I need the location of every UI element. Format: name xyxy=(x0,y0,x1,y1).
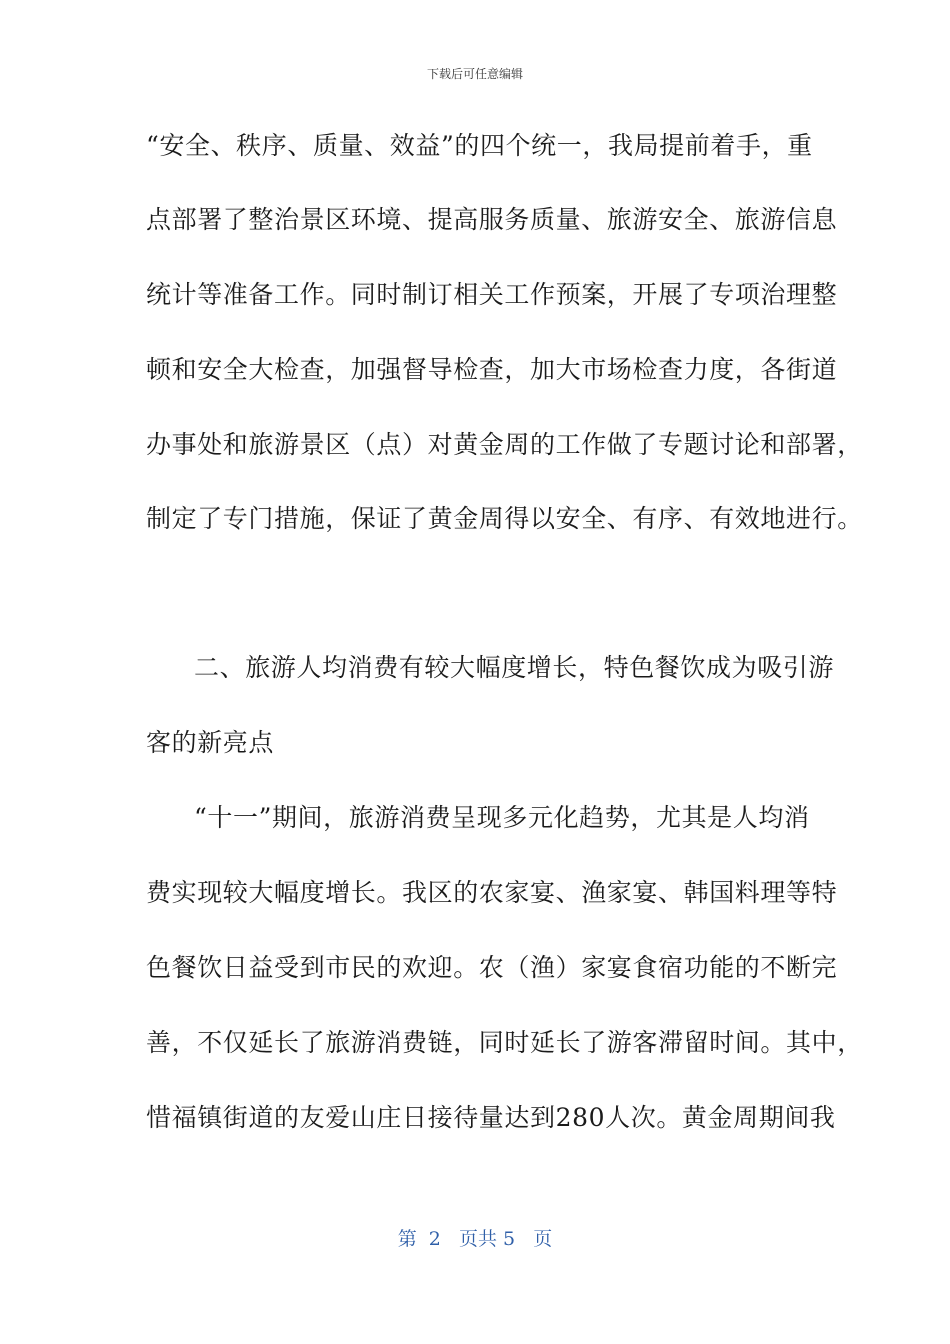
paragraph-2-line-1: “十一”期间，旅游消费呈现多元化趋势，尤其是人均消 xyxy=(194,803,810,832)
paragraph-2-line-5: 惜福镇街道的友爱山庄日接待量达到280人次。黄金周期间我 xyxy=(146,1103,836,1132)
paragraph-1-line-6: 制定了专门措施，保证了黄金周得以安全、有序、有效地进行。 xyxy=(146,504,863,533)
paragraph-2-line-2: 费实现较大幅度增长。我区的农家宴、渔家宴、韩国料理等特 xyxy=(146,878,838,907)
paragraph-2-line-4: 善，不仅延长了旅游消费链，同时延长了游客滞留时间。其中， xyxy=(146,1028,863,1057)
paragraph-1-line-4: 顿和安全大检查，加强督导检查，加大市场检查力度，各街道 xyxy=(146,355,838,384)
paragraph-1-line-3: 统计等准备工作。同时制订相关工作预案，开展了专项治理整 xyxy=(146,280,838,309)
paragraph-2-line-3: 色餐饮日益受到市民的欢迎。农（渔）家宴食宿功能的不断完 xyxy=(146,953,838,982)
paragraph-1-line-2: 点部署了整治景区环境、提高服务质量、旅游安全、旅游信息 xyxy=(146,205,838,234)
paragraph-1-line-5: 办事处和旅游景区（点）对黄金周的工作做了专题讨论和部署， xyxy=(146,430,863,459)
page-footer xyxy=(0,1226,950,1252)
page-number-text: 第 2 页共 5 页 xyxy=(397,1228,553,1250)
section-heading-2-line-1: 二、旅游人均消费有较大幅度增长，特色餐饮成为吸引游 xyxy=(194,653,835,682)
page-header-note: 下载后可任意编辑 xyxy=(426,67,523,81)
section-heading-2-line-2: 客的新亮点 xyxy=(146,728,275,757)
paragraph-1-line-1: “安全、秩序、质量、效益”的四个统一，我局提前着手，重 xyxy=(146,131,813,160)
